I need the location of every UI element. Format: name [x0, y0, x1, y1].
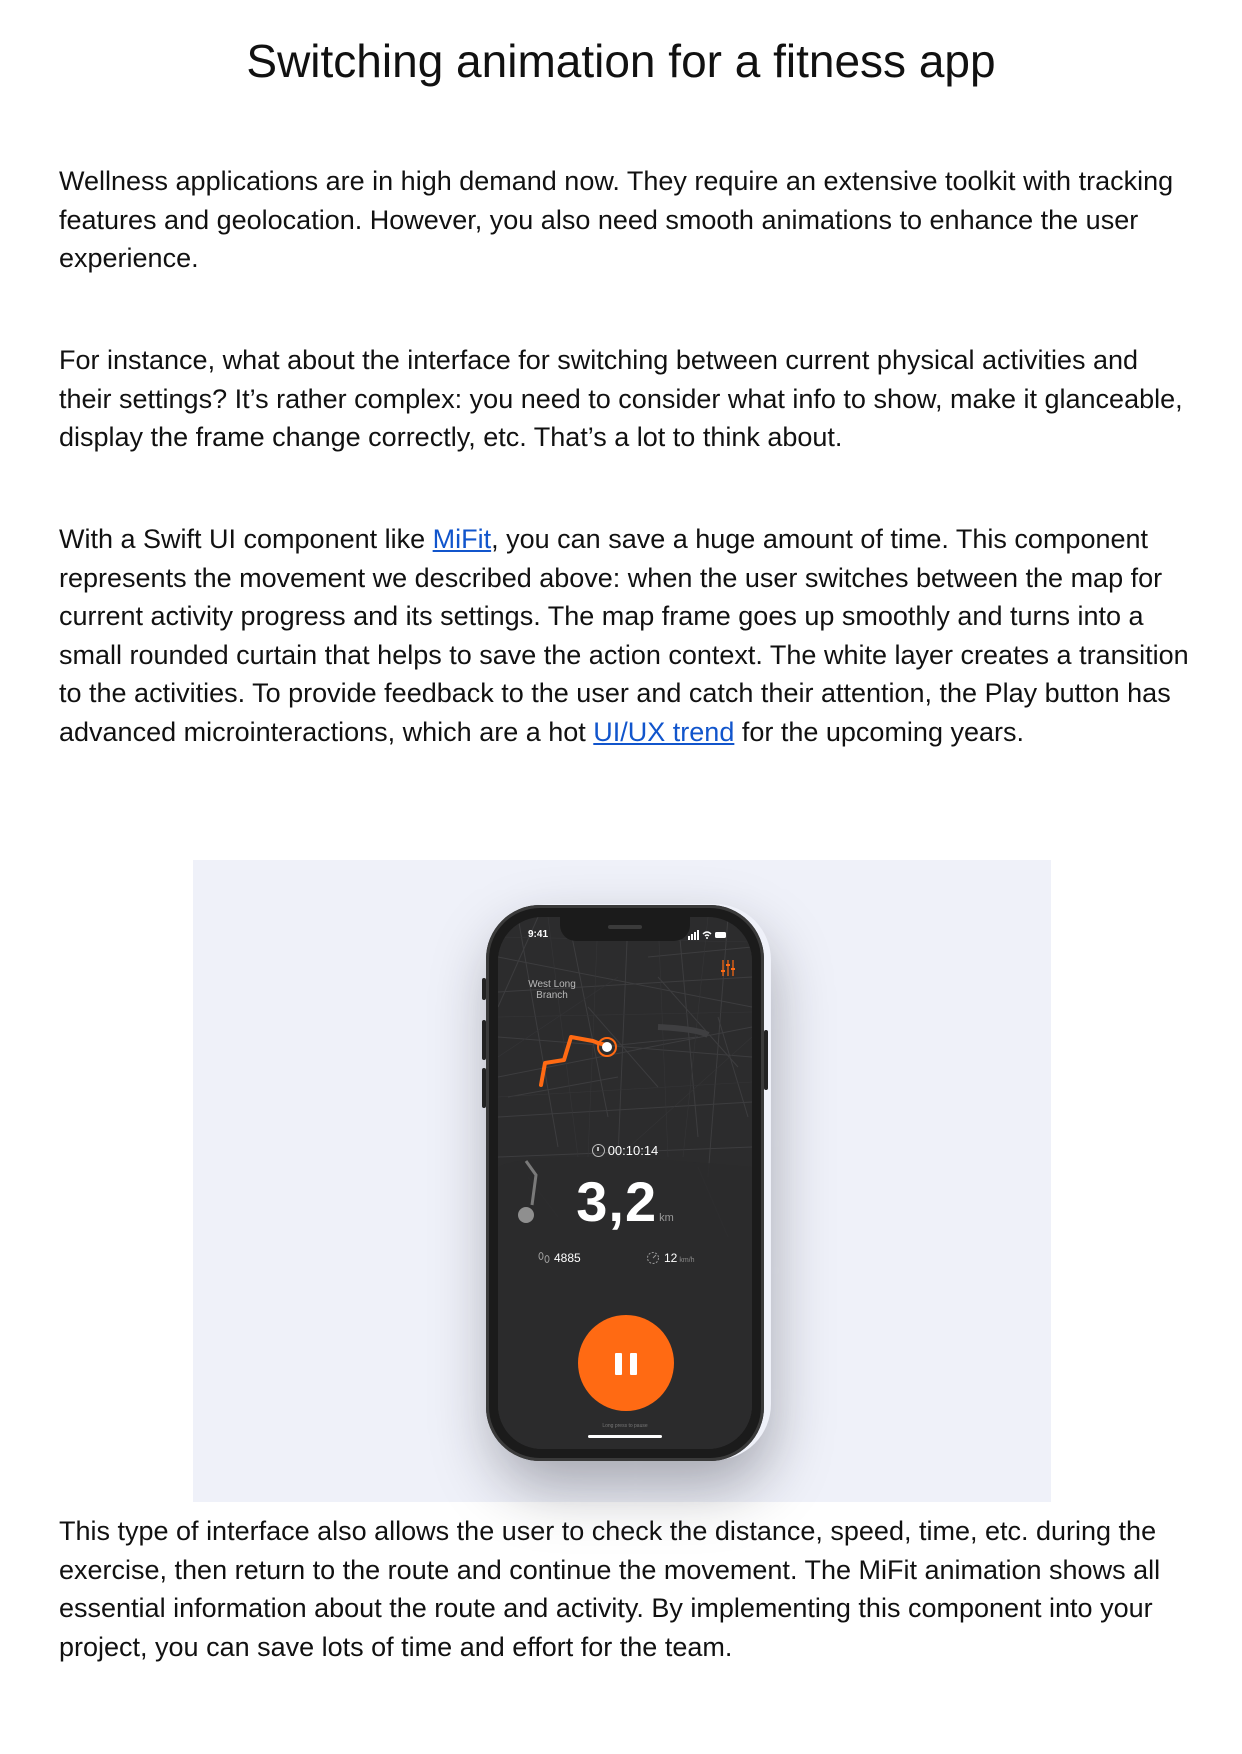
paragraph-mifit-text-1: With a Swift UI component like — [59, 524, 433, 554]
paragraph-mifit-text-3: for the upcoming years. — [734, 716, 1024, 747]
signal-wifi-battery-icon — [688, 929, 728, 941]
speed-readout — [646, 1251, 695, 1265]
distance-readout — [498, 1169, 752, 1234]
stopwatch-icon — [592, 1144, 605, 1157]
steps-value: 4885 — [554, 1251, 581, 1265]
paragraph-mifit-text-2: , you can save a huge amount of time. This component represents the movement we described above: when the user switches between the map for current activity progress and its settings. The map frame goes up smoothly and turns into a small rounded curtain that helps to save the action context. The white layer creates a transition to the activities. To provide feedback to the user and catch their attention, the Play button has advanced microinteractions, which are a hot — [59, 524, 1189, 747]
paragraph-mifit — [59, 520, 1189, 752]
speed-unit: km/h — [679, 1257, 695, 1264]
distance-value: 3,2 — [576, 1170, 658, 1233]
distance-unit: km — [659, 1212, 674, 1224]
uiux-trend-link[interactable]: UI/UX trend — [593, 716, 735, 747]
mifit-link[interactable]: MiFit — [432, 524, 492, 554]
paragraph-intro: Wellness applications are in high demand now. They require an extensive toolkit with tracking features and geolocation. However, you also need smooth animations to enhance the user experience. — [59, 166, 1174, 274]
paragraph-summary: This type of interface also allows the user to check the distance, speed, time, etc. during the exercise, then return to the route and continue the movement. The MiFit animation shows all essential information about the route and activity. By implementing this component into your project, you can save lots of time and effort for the team. — [59, 1516, 1161, 1662]
place-label: West Long Branch — [528, 979, 576, 1001]
timer-value: 00:10:14 — [607, 1143, 659, 1158]
paragraph-complexity: For instance, what about the interface for switching between current physical activities and their settings? It’s rather complex: you need to consider what info to show, make it glanceable, display the frame change correctly, etc. That’s a lot to think about. — [59, 345, 1183, 453]
current-position-dot — [602, 1042, 612, 1052]
elapsed-timer — [498, 1143, 752, 1158]
phone-frame — [486, 905, 764, 1461]
long-press-hint: Long press to pause — [602, 1423, 648, 1429]
footsteps-icon — [538, 1251, 550, 1265]
phone-mockup-figure — [193, 860, 1051, 1502]
settings-sliders-icon[interactable] — [720, 959, 736, 977]
phone-notch — [560, 917, 690, 941]
status-time: 9:41 — [528, 929, 549, 940]
steps-readout — [538, 1251, 581, 1265]
phone-power-button — [764, 1030, 768, 1090]
home-indicator[interactable] — [588, 1435, 662, 1438]
phone-speaker — [608, 925, 642, 929]
phone-screen — [498, 917, 752, 1449]
speedometer-icon — [646, 1251, 660, 1265]
pause-icon — [615, 1353, 622, 1375]
pause-icon-bar — [630, 1353, 637, 1375]
article-title: Switching animation for a fitness app — [246, 35, 996, 87]
speed-value: 12 — [664, 1251, 678, 1265]
pause-button[interactable] — [578, 1315, 674, 1411]
